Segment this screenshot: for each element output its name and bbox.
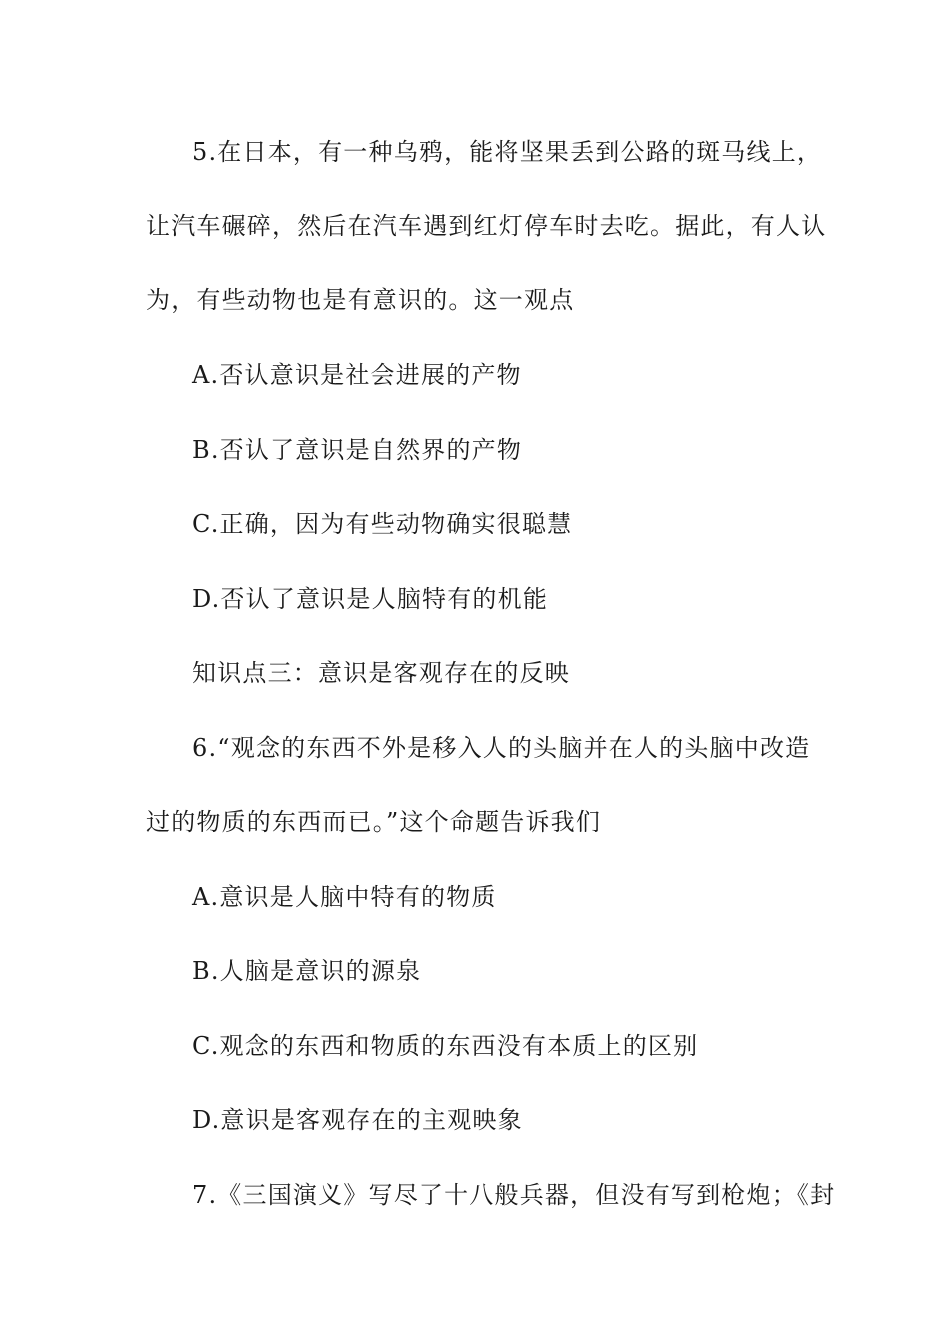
q6-option-d: D.意识是客观存在的主观映象 — [192, 1106, 523, 1134]
q5-option-b: B.否认了意识是自然界的产物 — [192, 436, 523, 464]
q5-stem-line-2: 让汽车碾碎，然后在汽车遇到红灯停车时去吃。据此，有人认 — [146, 212, 827, 240]
q7-stem-line-1: 7.《三国演义》写尽了十八般兵器，但没有写到枪炮；《封 — [192, 1181, 836, 1209]
q6-stem-line-2: 过的物质的东西而已。”这个命题告诉我们 — [146, 808, 602, 836]
q6-stem-line-1: 6.“观念的东西不外是移入人的头脑并在人的头脑中改造 — [192, 734, 811, 762]
q6-option-b: B.人脑是意识的源泉 — [192, 957, 422, 985]
q6-option-c: C.观念的东西和物质的东西没有本质上的区别 — [192, 1032, 699, 1060]
q5-stem-line-3: 为，有些动物也是有意识的。这一观点 — [146, 286, 575, 314]
q5-option-a: A.否认意识是社会进展的产物 — [192, 361, 522, 389]
q5-option-d: D.否认了意识是人脑特有的机能 — [192, 585, 549, 613]
q5-option-c: C.正确，因为有些动物确实很聪慧 — [192, 510, 573, 538]
section-heading: 知识点三：意识是客观存在的反映 — [192, 659, 570, 687]
q6-option-a: A.意识是人脑中特有的物质 — [192, 883, 497, 911]
q5-stem-line-1: 5.在日本，有一种乌鸦，能将坚果丢到公路的斑马线上， — [192, 138, 823, 166]
